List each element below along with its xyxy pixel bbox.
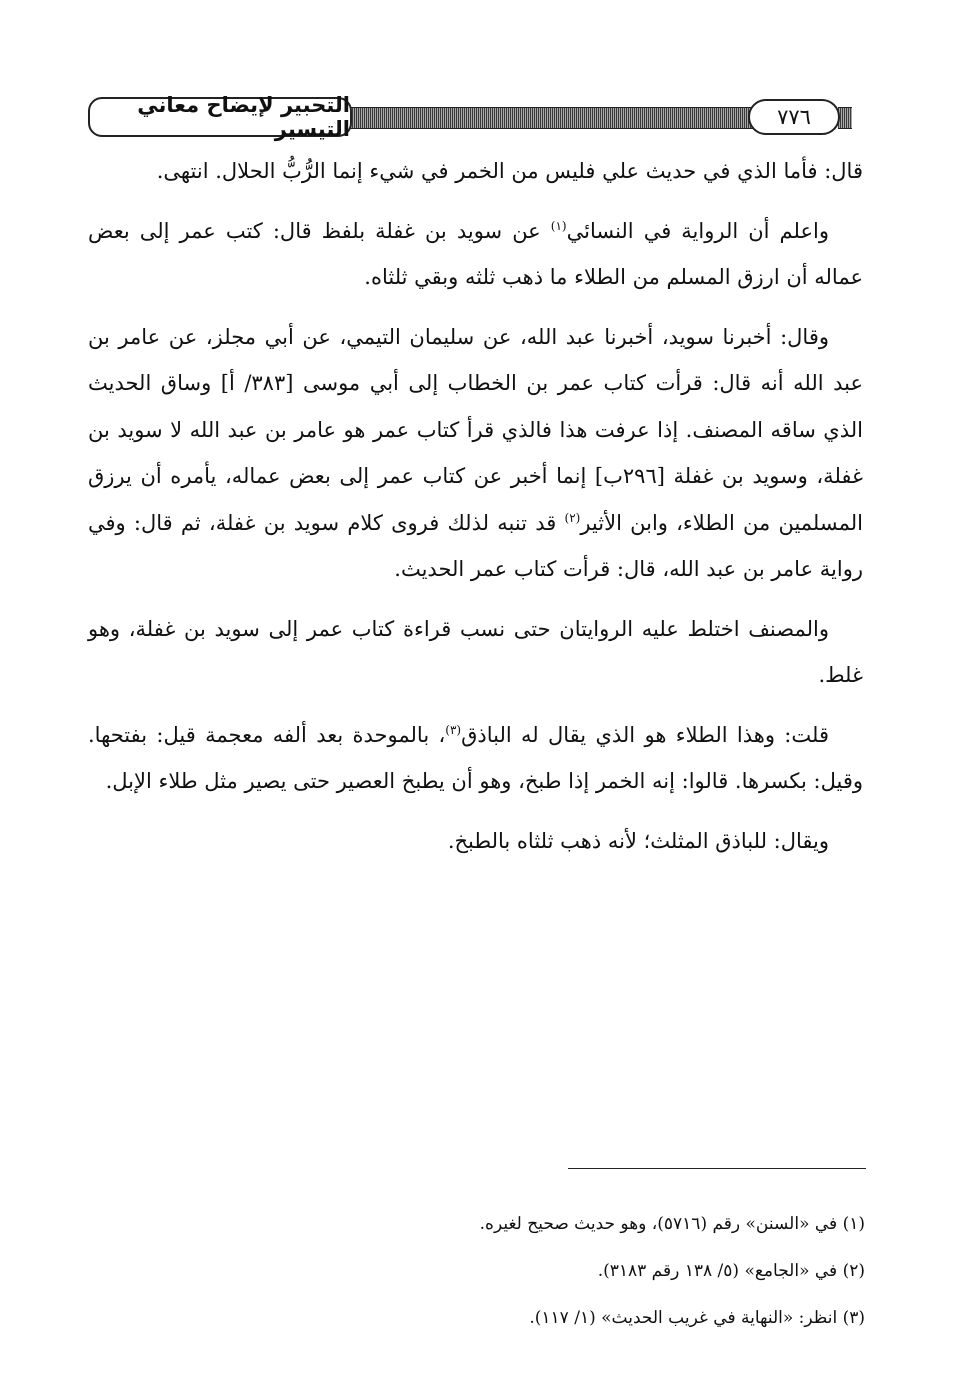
footnote-item: (٢) في «الجامع» (٥/ ١٣٨ رقم ٣١٨٣). (597, 1261, 865, 1281)
footnote-ref[interactable]: (١) (550, 218, 567, 233)
paragraph (88, 208, 863, 301)
footnote-ref[interactable]: (٣) (445, 722, 462, 737)
paragraph-text: ويقال: للباذق المثلث؛ لأنه ذهب ثلثاه بالطبخ. (447, 828, 829, 853)
header-ornament-cap (838, 107, 852, 129)
paragraph-text: عن سويد بن غفلة بلفظ قال: كتب عمر إلى بعض عماله أن ارزق المسلم من الطلاء ما ذهب ثلثه وبقي ثلثاه. (88, 218, 863, 289)
footnotes (420, 1207, 865, 1348)
running-header (88, 94, 863, 144)
paragraph-text: واعلم أن الرواية في النسائي (566, 218, 829, 243)
paragraph (88, 818, 863, 865)
paragraph (88, 148, 863, 195)
paragraph-text: قد تنبه لذلك فروى كلام سويد بن غفلة، ثم قال: وفي رواية عامر بن عبد الله، قال: قرأت كتاب عمر الحديث. (88, 510, 863, 581)
footnote-divider (568, 1168, 866, 1169)
paragraph-text: وقال: أخبرنا سويد، أخبرنا عبد الله، عن سليمان التيمي، عن أبي مجلز، عن عامر بن عبد الله أنه قال: قرأت كتاب عمر بن الخطاب إلى أبي موسى [٣٨٣/ أ] وساق الحديث الذي ساقه المصنف. إذا عرفت هذا فالذي قرأ كتاب عمر هو عامر بن عبد الله لا سويد بن غفلة، وسويد بن غفلة [٢٩٦ب] إنما أخبر عن كتاب عمر إلى بعض عماله، يأمره أن يرزق المسلمين من الطلاء، وابن الأثير (88, 324, 863, 535)
paragraph-text: والمصنف اختلط عليه الروايتان حتى نسب قراءة كتاب عمر إلى سويد بن غفلة، وهو غلط. (88, 616, 863, 687)
paragraph (88, 314, 863, 593)
paragraph (88, 606, 863, 699)
page-number: ٧٧٦ (748, 99, 840, 135)
paragraph-text: ، بالموحدة بعد ألفه معجمة قيل: بفتحها. وقيل: بكسرها. قالوا: إنه الخمر إذا طبخ، وهو أن يطبخ العصير حتى يصير مثل طلاء الإبل. (88, 722, 863, 793)
main-text (88, 148, 863, 877)
footnote-ref[interactable]: (٢) (564, 510, 581, 525)
paragraph (88, 712, 863, 805)
book-title: التحبير لإيضاح معاني التيسير (88, 97, 352, 137)
footnote-item: (١) في «السنن» رقم (٥٧١٦)، وهو حديث صحيح لغيره. (479, 1214, 865, 1234)
paragraph-text: قلت: وهذا الطلاء هو الذي يقال له الباذق (461, 722, 829, 747)
paragraph-text: قال: فأما الذي في حديث علي فليس من الخمر في شيء إنما الرُّبُّ الحلال. انتهى. (156, 159, 863, 183)
footnote-item: (٣) انظر: «النهاية في غريب الحديث» (١/ ١١٧). (529, 1308, 865, 1328)
